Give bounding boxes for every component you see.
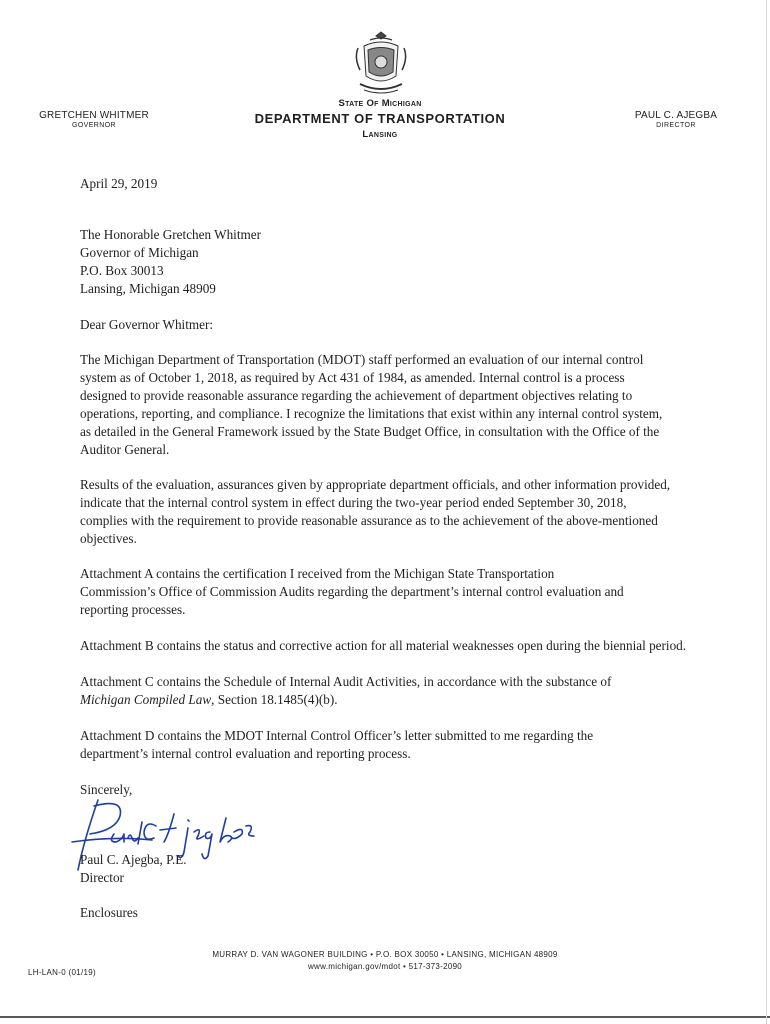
paragraph-evaluation	[80, 351, 730, 459]
salutation: Dear Governor Whitmer:	[80, 317, 214, 332]
form-code: LH-LAN-0 (01/19)	[28, 968, 96, 977]
paragraph-attachment-d	[80, 727, 730, 763]
governor-title: GOVERNOR	[71, 122, 117, 129]
state-name: Michigan	[381, 98, 422, 109]
paragraph-line: Attachment C contains the Schedule of Internal Audit Activities, in accordance with the substance of	[80, 674, 612, 689]
state-of: Of	[366, 98, 379, 109]
recipient-line: Lansing, Michigan 48909	[80, 281, 216, 296]
enclosures: Enclosures	[80, 905, 138, 920]
paragraph-line: as detailed in the General Framework issued by the State Budget Office, in consultation with the Office of the	[80, 424, 660, 439]
director-name: PAUL C. AJEGBA	[634, 110, 718, 121]
governor-name: GRETCHEN WHITMER	[39, 110, 149, 121]
paragraph-line: operations, reporting, and compliance. I recognize the limitations that exist within any internal control system,	[80, 406, 663, 421]
letter-date: April 29, 2019	[80, 176, 158, 191]
footer-address: MURRAY D. VAN WAGONER BUILDING • P.O. BOX 30050 • LANSING, MICHIGAN 48909	[212, 950, 558, 959]
paragraph-line: The Michigan Department of Transportation (MDOT) staff performed an evaluation of our internal control	[80, 352, 644, 367]
paragraph-attachment-b	[80, 637, 730, 655]
signer-name: Paul C. Ajegba, P.E.	[80, 852, 187, 867]
paragraph-line: complies with the requirement to provide reasonable assurance as to the achievement of the above-mentioned	[80, 513, 658, 528]
paragraph-line: department’s internal control evaluation and reporting process.	[80, 746, 411, 761]
law-section: , Section 18.1485(4)(b).	[211, 692, 338, 707]
paragraph-line: Commission’s Office of Commission Audits regarding the department’s internal control evaluation and	[80, 584, 624, 599]
paragraph-attachment-a	[80, 565, 730, 619]
department-header	[230, 98, 530, 140]
recipient-line: The Honorable Gretchen Whitmer	[80, 227, 262, 242]
paragraph-line: system as of October 1, 2018, as required by Act 431 of 1984, as amended. Internal control is a process	[80, 370, 625, 385]
paragraph-attachment-c	[80, 673, 730, 709]
paragraph-line: objectives.	[80, 531, 137, 546]
department-name: DEPARTMENT OF TRANSPORTATION	[254, 111, 506, 126]
recipient-line: P.O. Box 30013	[80, 263, 164, 278]
paragraph-line: designed to provide reasonable assurance regarding the achievement of department objectives relating to	[80, 388, 633, 403]
director-block	[620, 110, 732, 129]
paragraph-line: Results of the evaluation, assurances given by appropriate department officials, and other information provided,	[80, 477, 671, 492]
department-city: Lansing	[362, 129, 398, 140]
paragraph-results	[80, 476, 730, 548]
scan-edge-bottom	[0, 1016, 770, 1018]
paragraph-line: indicate that the internal control system in effect during the two-year period ended September 30, 2018,	[80, 495, 627, 510]
state-of-michigan	[230, 98, 530, 109]
state-prefix: State	[338, 98, 364, 109]
law-citation: Michigan Compiled Law	[80, 692, 212, 707]
paragraph-line: reporting processes.	[80, 602, 186, 617]
footer-contact: www.michigan.gov/mdot • 517-373-2090	[307, 962, 463, 971]
paragraph-line: Attachment D contains the MDOT Internal Control Officer’s letter submitted to me regarding the	[80, 728, 594, 743]
director-title: DIRECTOR	[656, 122, 696, 129]
scan-edge-right	[766, 0, 767, 1024]
paragraph-line	[80, 691, 730, 709]
recipient-line: Governor of Michigan	[80, 245, 199, 260]
signer-title: Director	[80, 870, 124, 885]
michigan-state-seal	[350, 28, 412, 102]
closing: Sincerely,	[80, 782, 133, 797]
paragraph-line: Auditor General.	[80, 442, 170, 457]
governor-block	[36, 110, 152, 129]
paragraph-line: Attachment B contains the status and corrective action for all material weaknesses open during the biennial period.	[80, 638, 687, 653]
paragraph-line: Attachment A contains the certification I received from the Michigan State Transportation	[80, 566, 555, 581]
recipient-address	[80, 226, 730, 298]
